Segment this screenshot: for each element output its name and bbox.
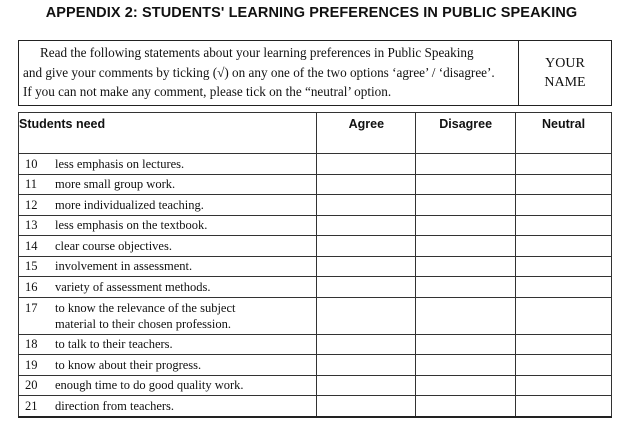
neutral-checkbox-cell[interactable] xyxy=(516,256,612,277)
agree-checkbox-cell[interactable] xyxy=(317,375,416,396)
statement-cell xyxy=(19,154,317,175)
disagree-checkbox-cell[interactable] xyxy=(416,174,516,195)
statement-number: 16 xyxy=(25,279,38,294)
agree-checkbox-cell[interactable] xyxy=(317,215,416,236)
disagree-checkbox-cell[interactable] xyxy=(416,355,516,376)
disagree-checkbox-cell[interactable] xyxy=(416,195,516,216)
statement-text: clear course objectives. xyxy=(55,238,172,253)
statement-text: to know the relevance of the subject xyxy=(55,300,236,315)
disagree-checkbox-cell[interactable] xyxy=(416,215,516,236)
neutral-checkbox-cell[interactable] xyxy=(516,236,612,257)
table-row xyxy=(19,297,612,334)
statement-text: material to their chosen profession. xyxy=(55,316,231,331)
statement-number: 19 xyxy=(25,357,38,372)
statement-number: 12 xyxy=(25,197,38,212)
neutral-checkbox-cell[interactable] xyxy=(516,355,612,376)
statement-cell xyxy=(19,236,317,257)
instructions-line: Read the following statements about your learning preferences in Public Speaking xyxy=(40,45,474,60)
disagree-checkbox-cell[interactable] xyxy=(416,236,516,257)
column-header-agree: Agree xyxy=(317,113,416,154)
table-row xyxy=(19,355,612,376)
statement-number: 14 xyxy=(25,238,38,253)
statement-cell xyxy=(19,174,317,195)
instructions-line: If you can not make any comment, please tick on the “neutral’ option. xyxy=(23,84,392,99)
table-row xyxy=(19,256,612,277)
agree-checkbox-cell[interactable] xyxy=(317,236,416,257)
statement-number: 18 xyxy=(25,337,38,352)
statement-cell xyxy=(19,375,317,396)
statement-text: variety of assessment methods. xyxy=(55,279,211,294)
instructions-text xyxy=(19,41,519,105)
instructions-line: and give your comments by ticking (√) on any one of the two options ‘agree’ / ‘disagree’. xyxy=(23,64,495,80)
statement-number: 13 xyxy=(25,218,38,233)
agree-checkbox-cell[interactable] xyxy=(317,174,416,195)
statement-cell xyxy=(19,195,317,216)
page-title: APPENDIX 2: STUDENTS' LEARNING PREFERENCES IN PUBLIC SPEAKING xyxy=(45,5,578,21)
disagree-checkbox-cell[interactable] xyxy=(416,256,516,277)
statement-text: to know about their progress. xyxy=(55,357,202,372)
statement-number: 21 xyxy=(25,398,38,413)
column-header-students-need: Students need xyxy=(19,113,317,154)
neutral-checkbox-cell[interactable] xyxy=(516,297,612,334)
neutral-checkbox-cell[interactable] xyxy=(516,195,612,216)
table-row xyxy=(19,277,612,298)
table-header-row xyxy=(19,113,612,154)
disagree-checkbox-cell[interactable] xyxy=(416,154,516,175)
statement-cell xyxy=(19,256,317,277)
disagree-checkbox-cell[interactable] xyxy=(416,277,516,298)
neutral-checkbox-cell[interactable] xyxy=(516,375,612,396)
statement-cell xyxy=(19,334,317,355)
table-row xyxy=(19,195,612,216)
neutral-checkbox-cell[interactable] xyxy=(516,396,612,417)
statement-text: less emphasis on lectures. xyxy=(55,156,185,171)
statement-text: less emphasis on the textbook. xyxy=(55,218,208,233)
statement-cell xyxy=(19,355,317,376)
table-row xyxy=(19,215,612,236)
table-row xyxy=(19,375,612,396)
neutral-checkbox-cell[interactable] xyxy=(516,215,612,236)
agree-checkbox-cell[interactable] xyxy=(317,297,416,334)
agree-checkbox-cell[interactable] xyxy=(317,355,416,376)
statement-text: direction from teachers. xyxy=(55,398,175,413)
statement-cell xyxy=(19,396,317,417)
agree-checkbox-cell[interactable] xyxy=(317,396,416,417)
disagree-checkbox-cell[interactable] xyxy=(416,334,516,355)
table-row xyxy=(19,334,612,355)
disagree-checkbox-cell[interactable] xyxy=(416,297,516,334)
neutral-checkbox-cell[interactable] xyxy=(516,334,612,355)
your-name-label: YOUR xyxy=(545,56,585,71)
neutral-checkbox-cell[interactable] xyxy=(516,277,612,298)
statement-number: 11 xyxy=(25,177,38,192)
your-name-field[interactable] xyxy=(519,41,611,105)
table-row xyxy=(19,396,612,417)
your-name-label: NAME xyxy=(544,75,586,90)
table-row xyxy=(19,174,612,195)
statement-number: 15 xyxy=(25,259,38,274)
statement-number: 10 xyxy=(25,156,38,171)
agree-checkbox-cell[interactable] xyxy=(317,334,416,355)
statement-cell xyxy=(19,297,317,334)
neutral-checkbox-cell[interactable] xyxy=(516,174,612,195)
disagree-checkbox-cell[interactable] xyxy=(416,375,516,396)
statement-number: 17 xyxy=(25,300,38,315)
statement-text: more small group work. xyxy=(55,177,176,192)
statement-number: 20 xyxy=(25,378,38,393)
table-row xyxy=(19,154,612,175)
statement-text: more individualized teaching. xyxy=(55,197,204,212)
agree-checkbox-cell[interactable] xyxy=(317,256,416,277)
agree-checkbox-cell[interactable] xyxy=(317,154,416,175)
agree-checkbox-cell[interactable] xyxy=(317,277,416,298)
column-header-disagree: Disagree xyxy=(416,113,516,154)
agree-checkbox-cell[interactable] xyxy=(317,195,416,216)
statement-text: involvement in assessment. xyxy=(55,259,193,274)
table-row xyxy=(19,236,612,257)
disagree-checkbox-cell[interactable] xyxy=(416,396,516,417)
preferences-table xyxy=(18,112,612,418)
statement-cell xyxy=(19,277,317,298)
statement-text: to talk to their teachers. xyxy=(55,337,173,352)
column-header-neutral: Neutral xyxy=(516,113,612,154)
statement-text: enough time to do good quality work. xyxy=(55,378,244,393)
statement-cell xyxy=(19,215,317,236)
neutral-checkbox-cell[interactable] xyxy=(516,154,612,175)
instructions-box xyxy=(18,40,612,106)
